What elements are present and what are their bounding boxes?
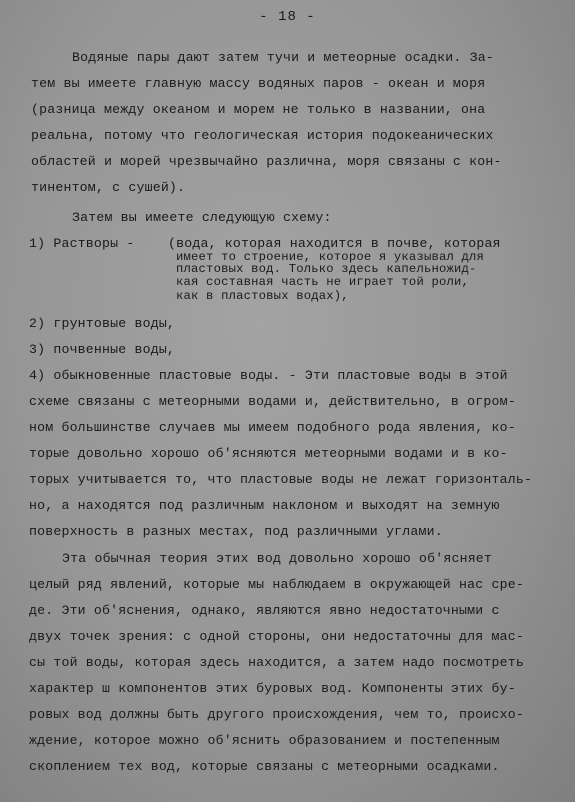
text-line: реальна, потому что геологическая история подокеанических	[31, 128, 494, 143]
text-line: схеме связаны с метеорными водами и, действительно, в огром-	[29, 394, 516, 409]
text-line: (разница между океаном и морем не только в названии, она	[31, 102, 486, 117]
text-line: областей и морей чрезвычайно различна, моря связаны с кон-	[31, 154, 502, 169]
text-line: Водяные пары дают затем тучи и метеорные осадки. За-	[72, 50, 494, 65]
scheme-intro: Затем вы имеете следующую схему:	[72, 210, 332, 225]
text-line: но, а находятся под различным наклоном и выходят на земную	[29, 498, 500, 513]
list-item-text: (вода, которая находится в почве, которая	[168, 236, 501, 251]
text-line: двух точек зрения: с одной стороны, они недостаточны для мас-	[29, 629, 524, 644]
list-item: 3) почвенные воды,	[29, 342, 176, 357]
list-item-text: имеет то строение, которое я указывал для	[176, 250, 485, 264]
page-number: - 18 -	[259, 9, 316, 25]
text-line: целый ряд явлений, которые мы наблюдаем в окружающей нас сре-	[29, 577, 524, 592]
text-line: Эта обычная теория этих вод довольно хорошо об'ясняет	[62, 551, 493, 566]
list-item-text: пластовых вод. Только здесь капельножид-	[176, 262, 477, 276]
list-item-text: как в пластовых водах),	[176, 289, 349, 303]
text-line: де. Эти об'яснения, однако, являются явно недостаточными с	[29, 603, 500, 618]
text-line: характер ш компонентов этих буровых вод. Компоненты этих бу-	[29, 681, 516, 696]
list-item: 2) грунтовые воды,	[29, 316, 176, 331]
text-line: торые довольно хорошо об'ясняются метеорными водами и в ко-	[29, 446, 508, 461]
text-line: 4) обыкновенные пластовые воды. - Эти пластовые воды в этой	[29, 368, 508, 383]
text-line: тинентом, с сушей).	[31, 180, 186, 195]
text-line: тем вы имеете главную массу водяных паров - океан и моря	[31, 76, 486, 91]
text-line: торых учитывается то, что пластовые воды не лежат горизонталь-	[29, 472, 533, 487]
text-line: скоплением тех вод, которые связаны с метеорными осадками.	[29, 759, 500, 774]
text-line: ждение, которое можно об'яснить образованием и постепенным	[29, 733, 500, 748]
text-line: сы той воды, которая здесь находится, а затем надо посмотреть	[29, 655, 524, 670]
text-line: поверхность в разных местах, под различными углами.	[29, 524, 443, 539]
list-item-text: кая составная часть не играет той роли,	[176, 275, 470, 289]
text-line: ном большинстве случаев мы имеем подобного рода явления, ко-	[29, 420, 516, 435]
list-item-label: 1) Растворы -	[29, 236, 135, 251]
text-line: ровых вод должны быть другого происхождения, чем то, происхо-	[29, 707, 524, 722]
